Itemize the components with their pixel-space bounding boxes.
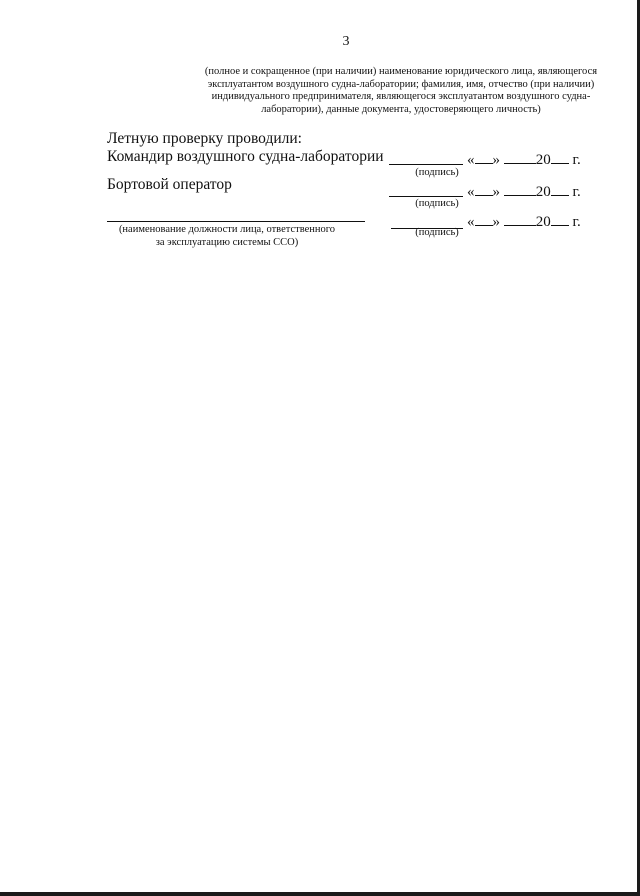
operator-info-caption-line: эксплуатантом воздушного судна-лаборатории; фамилия, имя, отчество (при наличии) — [207, 78, 595, 90]
operator-info-caption-line: (полное и сокращенное (при наличии) наименование юридического лица, являющегося — [204, 66, 598, 77]
date-day-blank — [475, 212, 493, 226]
date-year-prefix: 20 — [535, 152, 551, 168]
date-open-quote: « — [467, 214, 475, 230]
role-operator-label: Бортовой оператор — [107, 176, 232, 193]
date-year-prefix: 20 — [535, 214, 551, 230]
date-year-blank — [551, 150, 569, 164]
date-month-blank — [504, 150, 536, 164]
date-year-suffix: г. — [572, 184, 581, 200]
operator-signature-caption: (подпись) — [415, 198, 459, 209]
date-year-prefix: 20 — [535, 184, 551, 200]
date-month-blank — [504, 212, 536, 226]
date-year-blank — [551, 182, 569, 196]
date-month-blank — [504, 182, 536, 196]
date-open-quote: « — [467, 152, 475, 168]
date-close-quote: » — [492, 214, 500, 230]
commander-date-field — [467, 150, 581, 169]
responsible-date-field — [467, 212, 581, 231]
date-close-quote: » — [492, 152, 500, 168]
scan-edge-bottom — [0, 892, 640, 896]
role-commander-label: Командир воздушного судна-лаборатории — [107, 148, 384, 165]
commander-signature-caption: (подпись) — [415, 167, 459, 178]
responsible-position-caption-line: за эксплуатацию системы ССО) — [155, 236, 299, 248]
date-open-quote: « — [467, 184, 475, 200]
page-number: 3 — [342, 34, 350, 49]
date-year-suffix: г. — [572, 152, 581, 168]
date-day-blank — [475, 150, 493, 164]
operator-info-caption-line: индивидуального предпринимателя, являющегося эксплуатантом воздушного судна- — [211, 91, 591, 102]
responsible-signature-caption: (подпись) — [415, 227, 459, 238]
responsible-position-caption-line: (наименование должности лица, ответственного — [118, 224, 336, 235]
responsible-position-caption — [108, 224, 346, 249]
operator-signature-line — [389, 196, 463, 197]
date-day-blank — [475, 182, 493, 196]
date-year-suffix: г. — [572, 214, 581, 230]
operator-info-caption-line: лаборатории), данные документа, удостоверяющего личность) — [261, 103, 541, 115]
operator-date-field — [467, 182, 581, 201]
responsible-position-line — [107, 221, 365, 222]
operator-info-caption — [196, 66, 606, 116]
date-year-blank — [551, 212, 569, 226]
date-close-quote: » — [492, 184, 500, 200]
commander-signature-line — [389, 164, 463, 165]
flight-check-intro: Летную проверку проводили: — [107, 130, 302, 147]
